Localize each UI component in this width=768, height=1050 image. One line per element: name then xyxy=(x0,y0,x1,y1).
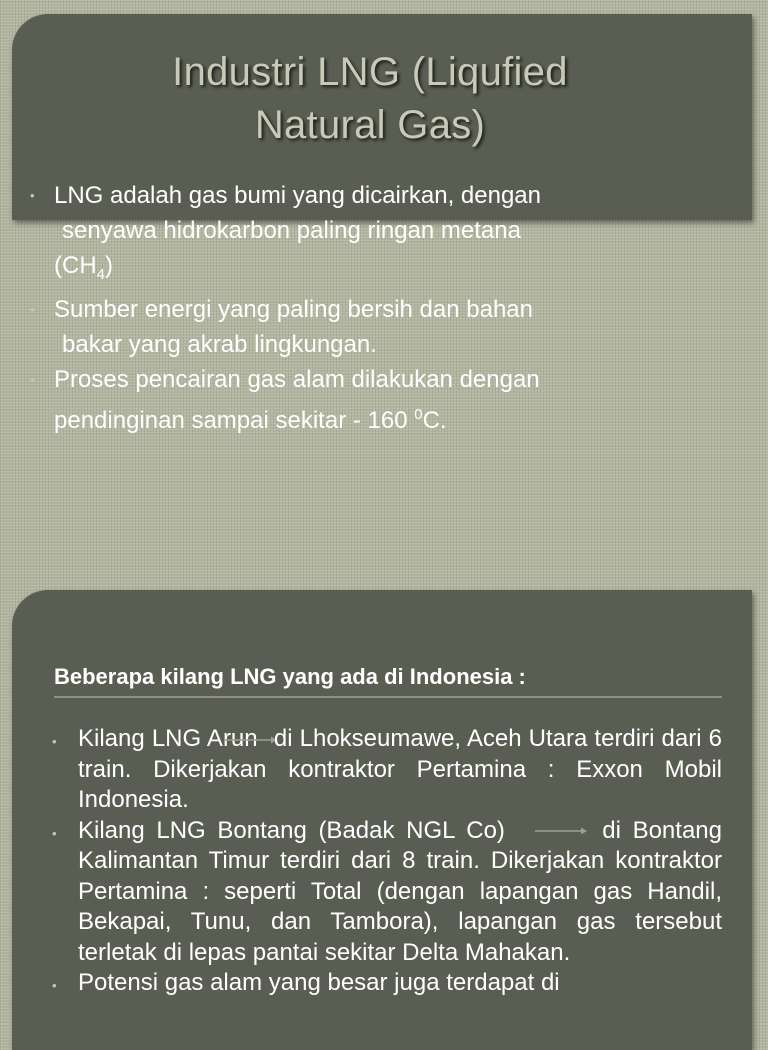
ch-sub: 4 xyxy=(96,265,105,283)
list-item xyxy=(52,816,722,969)
kilang-list xyxy=(52,724,722,999)
bullet-3-line-1: Proses pencairan gas alam dilakukan dengan xyxy=(54,365,540,393)
bullet-1-line-1: LNG adalah gas bumi yang dicairkan, dengan xyxy=(54,182,541,209)
bullet-icon: • xyxy=(52,825,57,841)
section-heading: Beberapa kilang LNG yang ada di Indonesia : xyxy=(54,664,722,698)
bullet-icon: • xyxy=(52,978,57,993)
bullet-3-line-2 xyxy=(54,397,750,438)
item-1-pre: Kilang LNG Arun xyxy=(78,725,258,752)
slide-title xyxy=(0,46,740,152)
temp-sup: 0 xyxy=(414,405,423,423)
ch-post: ) xyxy=(105,252,113,279)
bullet-item xyxy=(30,178,750,292)
temp-pre: pendinginan sampai sekitar - 160 xyxy=(54,406,415,434)
bullet-icon: • xyxy=(52,734,57,749)
arrow-right-icon xyxy=(535,826,587,836)
arrow-right-icon xyxy=(225,735,277,745)
bullet-1-line-3 xyxy=(54,248,750,292)
slide-body xyxy=(30,178,750,438)
list-item xyxy=(52,968,722,999)
bullet-item xyxy=(30,292,750,362)
bullet-icon: • xyxy=(30,371,35,387)
bullet-1-line-2: senyawa hidrokarbon paling ringan metana xyxy=(62,217,521,244)
list-item xyxy=(52,724,722,816)
bullet-2-line-2: bakar yang akrab lingkungan. xyxy=(62,330,377,358)
ch-pre: (CH xyxy=(54,252,97,279)
item-3-text: Potensi gas alam yang besar juga terdapat di xyxy=(78,969,560,996)
item-1-post: di Lhokseumawe, Aceh Utara terdiri dari 6 train. Dikerjakan kontraktor Pertamina : Exxon Mobil Indonesia. xyxy=(78,725,723,813)
title-line-2: Natural Gas) xyxy=(254,102,486,147)
item-2-post: di Bontang Kalimantan Timur terdiri dari 8 train. Dikerjakan kontraktor Pertamina : seperti Total (dengan lapangan gas Handil, Bekapai, Tunu, dan Tambora), lapangan gas tersebut terletak di lepas pantai sekitar Delta Mahakan. xyxy=(78,816,722,966)
temp-post: C. xyxy=(422,406,447,434)
title-line-1: Industri LNG (Liqufied xyxy=(172,50,568,94)
item-2-pre: Kilang LNG Bontang (Badak NGL Co) xyxy=(78,816,505,844)
bullet-icon: • xyxy=(30,301,35,317)
bullet-2-line-1: Sumber energi yang paling bersih dan bahan xyxy=(54,295,534,323)
bullet-item xyxy=(30,362,750,438)
bullet-icon: • xyxy=(30,188,35,203)
